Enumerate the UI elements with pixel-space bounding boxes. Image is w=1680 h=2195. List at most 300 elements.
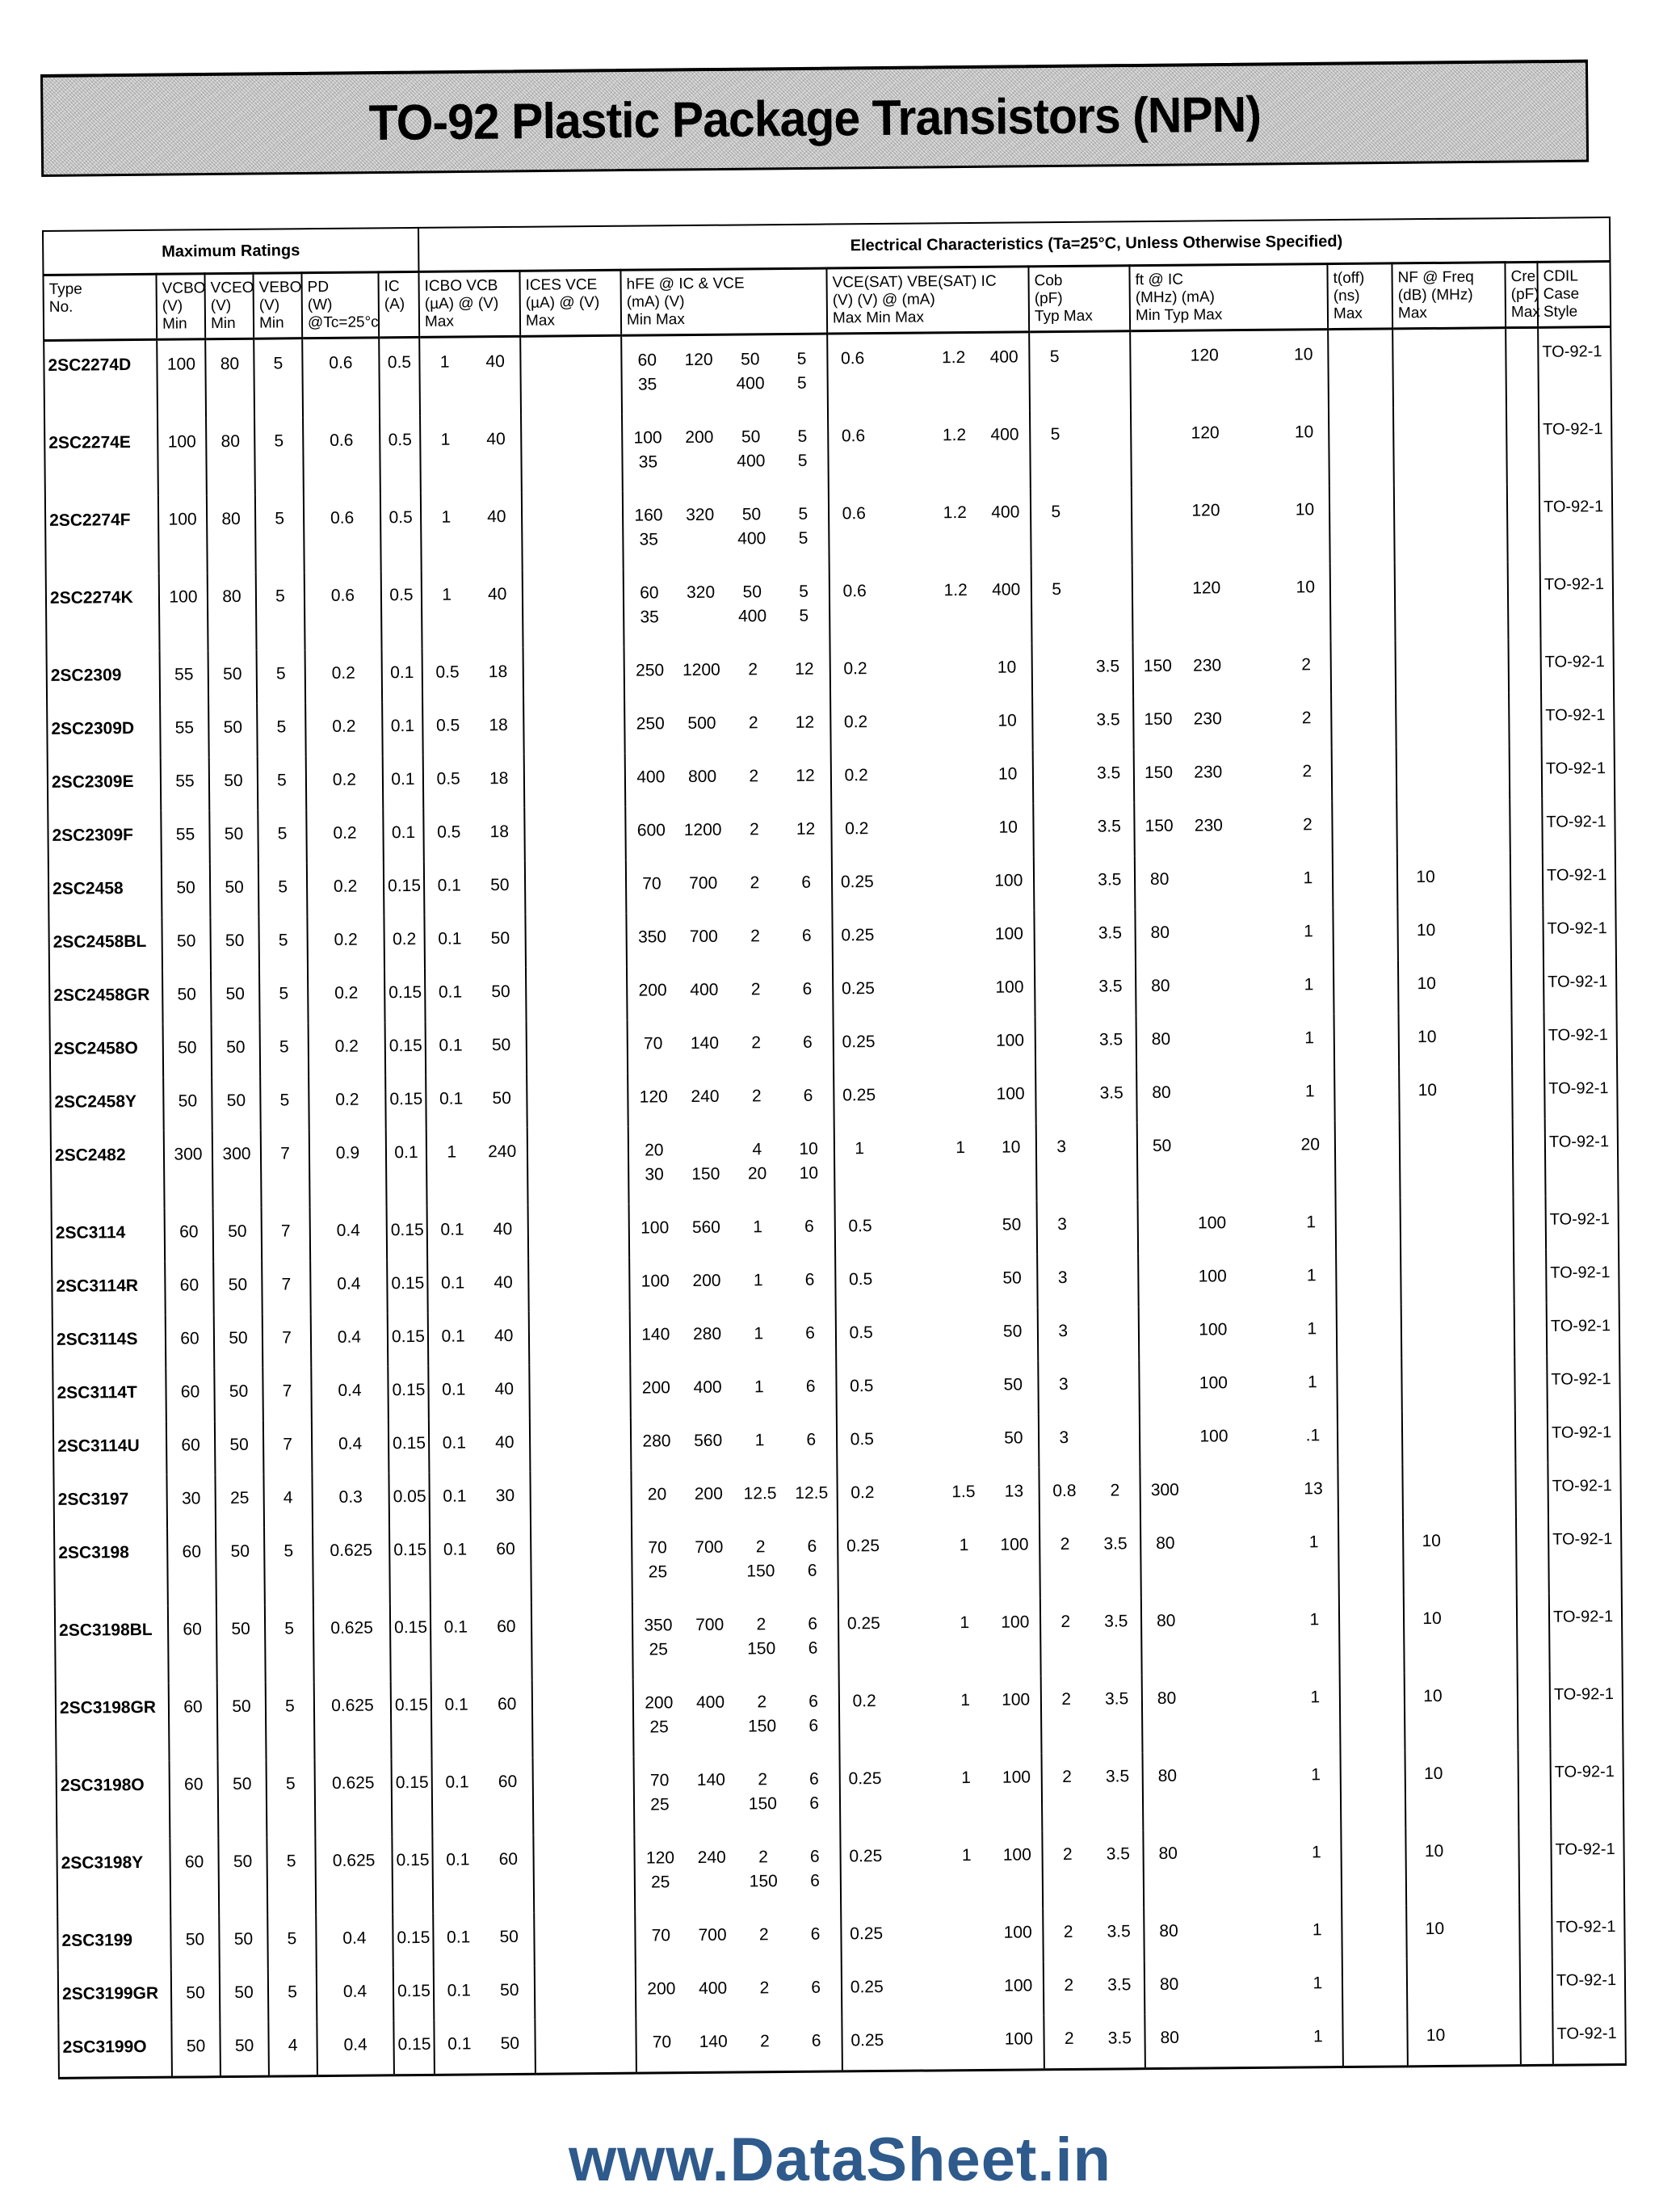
icbo-vcb-pair	[438, 1980, 531, 2000]
column-header-line: (pF)	[1511, 286, 1532, 304]
column-header-line: ICES VCE	[526, 276, 615, 295]
value: 100	[626, 428, 670, 448]
value: 100	[633, 1272, 677, 1291]
cre-value	[1514, 1249, 1547, 1302]
hfe-conditions	[637, 1692, 835, 1737]
value: 0.1	[434, 1486, 477, 1506]
value: 50	[480, 982, 523, 1001]
column-header-line: (V) (V) @ (mA)	[833, 290, 1023, 309]
icbo-cell	[430, 1524, 531, 1603]
nf-cell	[1395, 561, 1509, 640]
column-header-line: VCE(SAT) VBE(SAT) IC	[833, 272, 1023, 292]
icbo-vcb-pair	[433, 1432, 526, 1453]
value: 230	[1187, 763, 1228, 782]
ices-cell	[527, 1020, 628, 1074]
vcbo-value: 60	[167, 1528, 216, 1606]
nf-cell	[1405, 1827, 1519, 1905]
pd-value: 0.4	[310, 1206, 388, 1260]
ft-cell	[1130, 329, 1329, 410]
cob-values	[1048, 1975, 1140, 1995]
value	[1092, 1268, 1135, 1287]
value	[1196, 1766, 1237, 1785]
ices-cell	[533, 1834, 635, 1912]
hfe-conditions	[635, 1430, 833, 1451]
ic-value: 0.15	[393, 1966, 435, 2020]
ft-cell	[1144, 2012, 1343, 2069]
column-header-line: (W)	[308, 296, 373, 314]
value	[936, 818, 979, 837]
ices-vce-pair	[536, 1616, 628, 1617]
ft-values	[1144, 1479, 1334, 1500]
value: 6	[786, 1032, 830, 1052]
value: 2	[1045, 1689, 1088, 1709]
nf-values	[1405, 1211, 1510, 1212]
value	[946, 1923, 989, 1942]
icbo-cell	[422, 647, 524, 701]
value: 20	[636, 1485, 679, 1504]
icbo-cell	[432, 1835, 534, 1913]
cob-cell	[1037, 1253, 1139, 1307]
value: 3.5	[1096, 1767, 1139, 1786]
hfe-line	[630, 873, 828, 894]
value: 1	[1288, 975, 1329, 994]
value: 100	[993, 1535, 1036, 1554]
value: 10	[787, 1139, 830, 1158]
value: 3.5	[1087, 710, 1130, 730]
value	[1399, 576, 1447, 577]
vceo-value: 50	[214, 1314, 263, 1368]
ic-value: 0.15	[392, 1835, 433, 1913]
nf-cell	[1394, 484, 1508, 562]
value: 80	[1146, 1688, 1187, 1708]
value	[1464, 1531, 1512, 1551]
nf-cell	[1402, 1463, 1516, 1517]
case-style: TO-92-1	[1542, 798, 1615, 852]
value: 30	[632, 1165, 676, 1184]
saturation-cell	[836, 1360, 1039, 1415]
ft-cell	[1144, 1906, 1342, 1961]
value: 2	[741, 1848, 785, 1867]
table-header	[43, 217, 1611, 340]
icbo-cell	[434, 1966, 536, 2020]
ic-value: 0.5	[379, 337, 420, 416]
toff-value	[1340, 1672, 1405, 1751]
value: 0.25	[837, 979, 880, 999]
ices-vce-pair	[538, 1926, 631, 1927]
hfe-line	[636, 1537, 834, 1558]
type-number: 2SC3199GR	[58, 1969, 172, 2023]
value	[1238, 922, 1279, 941]
icbo-vcb-pair	[431, 1219, 524, 1239]
hfe-conditions	[632, 1139, 830, 1184]
cob-values	[1035, 579, 1128, 599]
value: 12.5	[738, 1484, 782, 1503]
value: 150	[740, 1639, 783, 1659]
ic-value: 0.15	[389, 1525, 430, 1603]
value: 350	[631, 927, 674, 947]
vceo-value: 50	[220, 1968, 269, 2022]
vceo-value: 50	[211, 969, 260, 1024]
value	[892, 1482, 934, 1502]
value	[1460, 1080, 1508, 1100]
pd-value: 0.6	[304, 494, 381, 572]
hfe-cell	[624, 698, 831, 753]
value	[1143, 1320, 1184, 1339]
saturation-values	[837, 978, 1031, 999]
value: 0.6	[832, 427, 875, 446]
pd-value: 0.2	[306, 755, 384, 809]
cre-value	[1518, 1826, 1552, 1903]
icbo-vcb-pair	[437, 1849, 530, 1869]
value: 0.25	[838, 1086, 880, 1105]
case-style: TO-92-1	[1540, 638, 1614, 692]
value: 100	[995, 1768, 1038, 1787]
ft-values	[1137, 709, 1327, 730]
nf-values	[1403, 1027, 1508, 1047]
hfe-cell	[623, 490, 830, 569]
value: 30	[484, 1486, 527, 1505]
value: 250	[628, 661, 672, 680]
saturation-cell	[838, 1520, 1040, 1600]
value: 18	[478, 822, 521, 841]
toff-value	[1342, 1905, 1407, 1959]
ices-cell	[523, 569, 624, 647]
ft-cell	[1144, 1959, 1343, 2014]
ft-values	[1136, 578, 1326, 599]
hfe-cell	[624, 645, 831, 700]
value	[1459, 973, 1507, 994]
vcbo-value: 60	[170, 1838, 219, 1916]
hfe-line	[636, 1614, 834, 1635]
case-style: TO-92-1	[1548, 1409, 1621, 1463]
value	[1248, 2027, 1289, 2046]
vceo-value: 50	[212, 1076, 261, 1130]
value	[1460, 1133, 1509, 1134]
saturation-cell	[839, 1676, 1042, 1755]
hfe-conditions	[638, 1769, 836, 1814]
icbo-cell	[422, 700, 524, 755]
ft-cell	[1132, 641, 1331, 696]
column-header-line: VCEO	[211, 280, 248, 297]
hfe-conditions	[628, 713, 826, 734]
vebo-value: 5	[268, 1968, 317, 2022]
icbo-vcb-pair	[432, 1326, 525, 1346]
column-header-line: @Tc=25°c	[308, 313, 373, 332]
value	[1085, 502, 1128, 521]
nf-values	[1396, 343, 1502, 344]
value: 50	[730, 582, 774, 602]
value	[1458, 867, 1506, 887]
ices-vce-pair	[530, 927, 623, 928]
pd-value: 0.4	[310, 1259, 388, 1314]
value: 3.5	[1088, 870, 1131, 889]
value: 200	[631, 981, 674, 1000]
value: 2	[739, 1537, 783, 1557]
type-number: 2SC3198BL	[55, 1605, 169, 1684]
value	[1243, 1479, 1284, 1499]
icbo-cell	[425, 967, 527, 1021]
type-number: 2SC2458Y	[50, 1077, 164, 1131]
case-style: TO-92-1	[1544, 1065, 1618, 1119]
value	[897, 2030, 939, 2050]
saturation-values	[839, 1215, 1033, 1236]
value: 1.2	[934, 580, 977, 599]
value	[890, 1269, 933, 1289]
value: 3.5	[1095, 1689, 1138, 1709]
value: 1	[945, 1768, 988, 1787]
value	[1397, 421, 1446, 422]
cob-values	[1042, 1374, 1135, 1394]
toff-value	[1331, 693, 1396, 747]
value: 1	[943, 1535, 985, 1554]
value: 1200	[681, 820, 724, 839]
saturation-values	[839, 1268, 1033, 1289]
value	[1135, 423, 1176, 443]
hfe-conditions	[636, 1537, 834, 1582]
value: 100	[633, 1218, 677, 1238]
value: 2	[741, 1770, 784, 1789]
value: 3	[1042, 1374, 1085, 1394]
case-style: TO-92-1	[1546, 1249, 1619, 1303]
column-header-line: Max Min Max	[833, 308, 1023, 327]
value: 1.2	[934, 502, 976, 522]
pd-value: 0.4	[312, 1419, 389, 1474]
value: 80	[1147, 1844, 1188, 1863]
hfe-line	[640, 2031, 838, 2052]
value: 6	[794, 1924, 838, 1944]
nf-cell	[1393, 406, 1507, 485]
value: 6	[787, 1086, 830, 1105]
value: 0.5	[839, 1217, 882, 1236]
hfe-cell	[635, 1910, 842, 1965]
nf-values	[1398, 498, 1503, 499]
value: 100	[987, 871, 1030, 890]
value: .1	[1292, 1426, 1334, 1445]
ices-vce-pair	[527, 714, 620, 715]
value	[1197, 1844, 1238, 1863]
value	[1134, 346, 1175, 365]
case-style: TO-92-1	[1552, 1957, 1626, 2011]
value: 400	[689, 1693, 733, 1712]
vcbo-value: 60	[170, 1760, 219, 1839]
value: 2	[731, 660, 775, 679]
value: 50	[480, 1035, 523, 1054]
value	[940, 1215, 983, 1234]
saturation-values	[842, 1535, 1035, 1556]
ices-vce-pair	[538, 1848, 631, 1849]
toff-value	[1334, 1013, 1400, 1067]
case-style: TO-92-1	[1545, 1118, 1619, 1196]
value: 0.2	[843, 1691, 886, 1710]
type-number: 2SC2309D	[47, 704, 161, 758]
saturation-cell	[830, 643, 1033, 698]
value: 0.1	[438, 1981, 481, 2000]
value: 150	[741, 1717, 784, 1736]
value: 0.2	[834, 659, 877, 679]
value	[678, 452, 721, 471]
vceo-value: 50	[219, 1915, 268, 1969]
ft-cell	[1136, 1014, 1335, 1069]
cre-value	[1516, 1516, 1549, 1593]
pd-value: 0.2	[306, 809, 384, 863]
value	[1468, 2025, 1516, 2046]
cob-cell	[1031, 565, 1133, 643]
hfe-conditions	[636, 1614, 834, 1659]
nf-cell	[1402, 1410, 1516, 1464]
value	[888, 1032, 930, 1051]
ic-value: 0.15	[384, 968, 426, 1021]
hfe-cell	[628, 1018, 834, 1073]
cob-cell	[1033, 802, 1135, 856]
value: 40	[476, 584, 519, 603]
column-header-vebo	[253, 273, 302, 339]
value	[1463, 1424, 1511, 1425]
value: 40	[481, 1219, 524, 1238]
ft-cell	[1141, 1596, 1340, 1675]
value	[1467, 1919, 1515, 1939]
ft-values	[1146, 1688, 1336, 1709]
hfe-line	[628, 582, 825, 603]
nf-values	[1411, 2025, 1516, 2046]
value: 80	[1147, 1766, 1188, 1785]
toff-value	[1328, 328, 1393, 407]
vceo-value: 25	[215, 1474, 264, 1528]
hfe-line	[638, 1793, 836, 1814]
value: 0.5	[840, 1377, 883, 1396]
cob-values	[1044, 1612, 1137, 1632]
vcbo-value: 50	[170, 1915, 220, 1970]
value	[935, 711, 978, 730]
value: 6	[791, 1614, 834, 1634]
ices-cell	[531, 1601, 633, 1680]
cre-value	[1510, 852, 1544, 905]
column-header-line: Style	[1544, 303, 1605, 322]
vceo-value: 50	[218, 1837, 267, 1915]
value: 1	[944, 1690, 987, 1709]
ft-cell	[1136, 961, 1334, 1016]
ices-vce-pair	[531, 1141, 624, 1142]
type-number: 2SC2458O	[50, 1024, 164, 1078]
value	[1091, 1214, 1134, 1234]
hfe-conditions	[639, 1847, 837, 1892]
table-row	[55, 1593, 1623, 1684]
cre-value	[1514, 1196, 1547, 1249]
vceo-value: 50	[214, 1367, 263, 1421]
ices-vce-pair	[533, 1378, 626, 1379]
vebo-value: 5	[258, 916, 308, 970]
table-row	[44, 406, 1612, 497]
hfe-conditions	[633, 1217, 831, 1238]
value: 0.25	[842, 1613, 885, 1633]
ices-cell	[535, 2018, 636, 2074]
nf-cell	[1407, 1957, 1521, 2012]
value	[1194, 1533, 1235, 1553]
saturation-cell	[842, 2015, 1044, 2071]
value: 200	[634, 1378, 678, 1398]
value: 1	[738, 1431, 782, 1450]
nf-cell	[1405, 1749, 1518, 1827]
vebo-value: 7	[261, 1129, 310, 1208]
value: 0.2	[834, 713, 877, 732]
value: 100	[989, 1084, 1032, 1104]
vebo-value: 5	[259, 969, 309, 1024]
value	[893, 1691, 936, 1710]
cre-value	[1515, 1409, 1548, 1462]
type-number: 2SC2482	[51, 1130, 165, 1209]
pd-value: 0.2	[309, 1022, 386, 1076]
value	[947, 1976, 989, 1995]
ic-value: 0.1	[382, 648, 423, 701]
value: 2	[1046, 1767, 1089, 1786]
icbo-vcb-pair	[437, 1927, 530, 1947]
vceo-value: 300	[212, 1129, 262, 1208]
column-header-line: (V)	[211, 297, 248, 315]
column-header-ft	[1129, 264, 1328, 331]
value: 50	[1141, 1136, 1182, 1155]
value	[1242, 1426, 1283, 1445]
vceo-value: 80	[206, 417, 255, 495]
cob-cell	[1037, 1200, 1139, 1254]
value	[1040, 1083, 1082, 1103]
value: 18	[477, 662, 519, 681]
value	[1400, 707, 1448, 708]
value: 1	[1289, 1082, 1330, 1101]
value: 1	[838, 1139, 881, 1158]
value: 200	[637, 1693, 681, 1713]
cob-cell	[1035, 962, 1136, 1016]
value: 700	[691, 1925, 734, 1945]
value: 10	[1283, 423, 1325, 442]
nf-cell	[1392, 327, 1506, 407]
pd-value: 0.4	[316, 1914, 393, 1968]
value: 1	[1292, 1319, 1333, 1339]
ices-cell	[520, 335, 622, 415]
icbo-cell	[428, 1365, 530, 1419]
value: 1200	[679, 660, 723, 679]
value: 0.25	[842, 1536, 884, 1555]
ft-values	[1143, 1373, 1333, 1394]
value	[1247, 1974, 1288, 1993]
value: 5	[780, 373, 824, 393]
nf-values	[1410, 1919, 1515, 1939]
ices-cell	[527, 1073, 628, 1127]
cre-value	[1514, 1302, 1548, 1356]
value: 50	[729, 350, 772, 369]
ft-values	[1144, 1426, 1334, 1447]
nf-cell	[1403, 1516, 1517, 1595]
value: 0.1	[432, 1327, 475, 1346]
value	[1038, 870, 1081, 889]
value: 2	[742, 1978, 786, 1998]
value	[1404, 1133, 1452, 1134]
hfe-line	[627, 528, 825, 549]
value: 60	[485, 1617, 528, 1636]
value: 0.25	[844, 1768, 887, 1788]
ices-vce-pair	[532, 1218, 625, 1219]
value: 6	[792, 1638, 835, 1658]
value: 1	[425, 507, 468, 527]
column-header-line: IC	[384, 278, 414, 296]
value	[938, 924, 981, 944]
toff-value	[1335, 1120, 1401, 1198]
vcbo-value: 60	[168, 1605, 217, 1684]
value: 2	[733, 873, 776, 893]
icbo-cell	[429, 1418, 531, 1472]
hfe-line	[631, 979, 829, 1000]
toff-value	[1342, 1958, 1408, 2012]
ft-values	[1141, 1135, 1331, 1156]
hfe-line	[634, 1323, 832, 1344]
